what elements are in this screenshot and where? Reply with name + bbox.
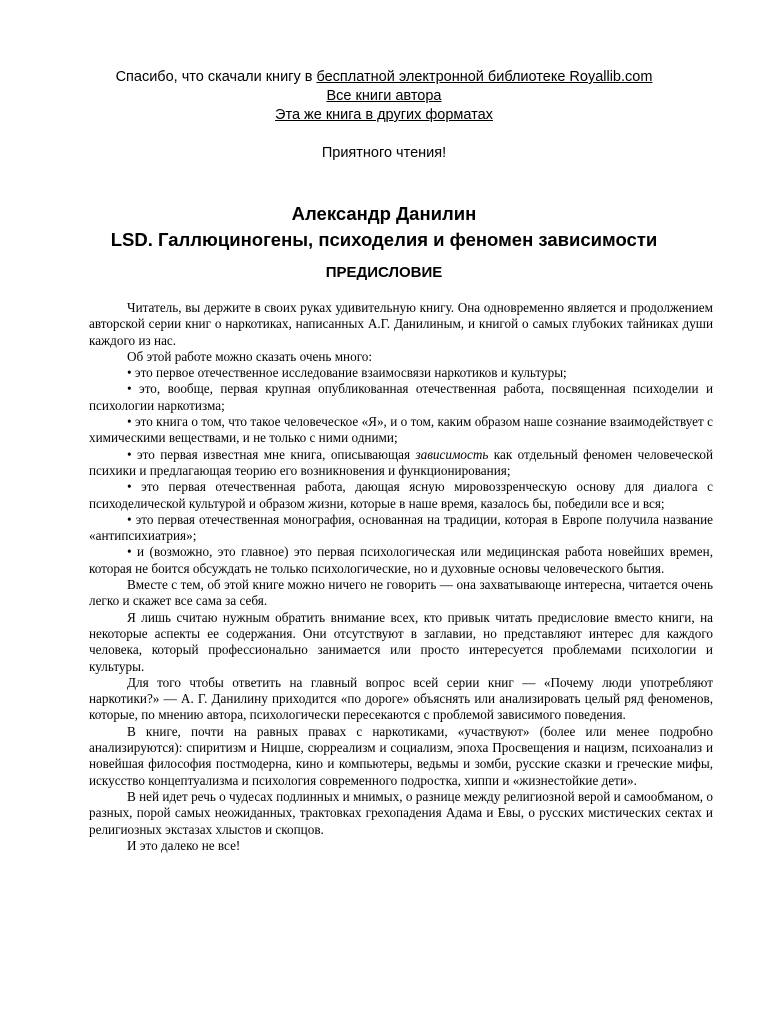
paragraph: В книге, почти на равных правах с наркотиками, «участвуют» (более или менее подробно анализируются): спиритизм и Ницше, сюрреализм и социализм, эпоха Просвещения и нацизм, психоанализ и новейшая философия постмодерна, кино и компьютеры, ведьмы и зомби, русские сказки и греческие мифы, искусство концептуализма и психология современного подростка, хиппи и «жизнестойкие дети». [89, 723, 713, 788]
library-link[interactable]: бесплатной электронной библиотеке Royallib.com [316, 69, 653, 85]
all-books-line [0, 87, 768, 106]
paragraph: Об этой работе можно сказать очень много: [127, 348, 373, 364]
section-title: ПРЕДИСЛОВИЕ [325, 264, 443, 281]
paragraph: Для того чтобы ответить на главный вопрос всей серии книг — «Почему люди употребляют наркотики?» — А. Г. Данилину приходится «по дороге» объяснять или анализировать целый ряд феноменов, которые, по мнению автора, психологически пересекаются с проблемой зависимого поведения. [89, 674, 713, 723]
bullet-item: • это книга о том, что такое человеческое «Я», и о том, каким образом наше сознание взаимодействует с химическими веществами, и не только с ними одними; [89, 414, 713, 446]
paragraph: В ней идет речь о чудесах подлинных и мнимых, о разнице между религиозной верой и самообманом, о разных, порой самых неожиданных, трактовках грехопадения Адама и Евы, о русских мистических сектах и религиозных экстазах хлыстов и скопцов. [89, 788, 713, 837]
book-title: LSD. Галлюциногены, психоделия и феномен зависимости [110, 229, 658, 250]
thanks-text: Спасибо, что скачали книгу в [115, 69, 317, 85]
bullet-text: • это первая известная мне книга, описывающая [127, 446, 416, 462]
other-formats-line [0, 106, 768, 125]
paragraph: Читатель, вы держите в своих руках удивительную книгу. Она одновременно является и продолжением авторской серии книг о наркотиках, написанных А.Г. Данилиным, и книгой о самых глубоких тайниках души каждого из нас. [89, 300, 713, 348]
paragraph: И это далеко не все! [127, 837, 241, 853]
emphasis-text: зависимость [415, 446, 489, 462]
other-formats-link[interactable]: Эта же книга в других форматах [275, 107, 493, 123]
bullet-item: • это первое отечественное исследование взаимосвязи наркотиков и культуры; [127, 365, 567, 381]
preface-body [89, 300, 713, 854]
bullet-item: • и (возможно, это главное) это первая психологическая или медицинская работа новейших времен, которая не боится обсуждать не только психологические, но и духовные основы человеческого бытия. [89, 544, 713, 576]
book-author: Александр Данилин [291, 203, 477, 224]
greeting-text: Приятного чтения! [321, 145, 447, 161]
all-books-link[interactable]: Все книги автора [326, 88, 442, 104]
paragraph: Вместе с тем, об этой книге можно ничего не говорить — она захватывающе интересна, читается очень легко и скажет все сама за себя. [89, 577, 713, 609]
bullet-item: • это первая отечественная работа, дающая ясную мировоззренческую основу для диалога с психоделической культурой и образом жизни, которые в наше время, казалось бы, победили все и вся; [89, 479, 713, 511]
bullet-text: как отдельный феномен человеческой психики и предлагающая теорию его возникновения и функционирования; [89, 446, 713, 478]
bullet-item: • это первая отечественная монография, основанная на традиции, которая в Европе получила название «антипсихиатрия»; [89, 511, 713, 544]
paragraph: Я лишь считаю нужным обратить внимание всех, кто привык читать предисловие вместо книги, на некоторые аспекты ее содержания. Они отсутствуют в заглавии, но представляют интерес для каждого человека, который профессионально занимается или просто интересуется проблемами психологии и культуры. [89, 609, 713, 674]
download-header [0, 68, 768, 163]
bullet-item [89, 447, 713, 480]
thanks-line [0, 68, 768, 87]
bullet-item: • это, вообще, первая крупная опубликованная отечественная работа, посвященная психоделии и психологии наркотизма; [89, 381, 713, 413]
